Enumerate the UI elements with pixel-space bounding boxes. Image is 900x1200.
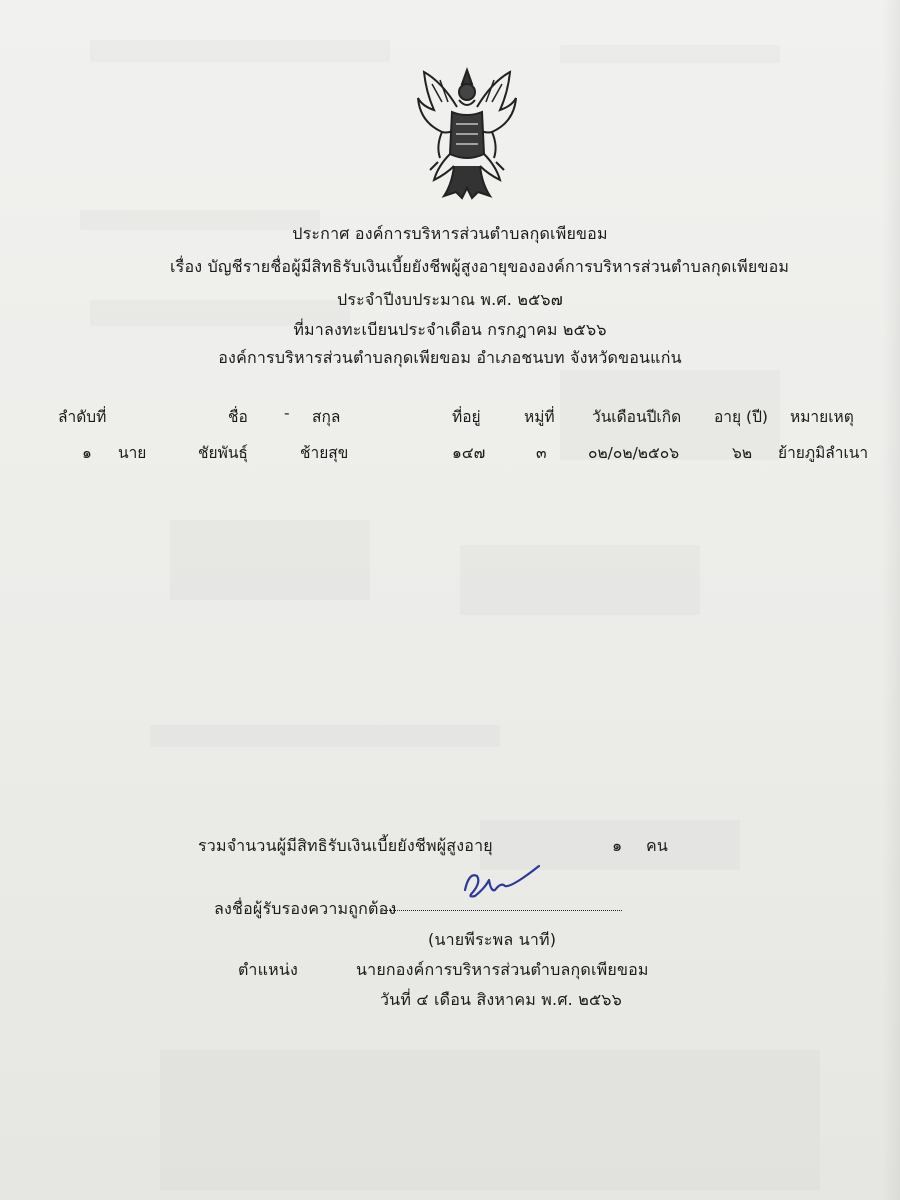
- summary-label: รวมจำนวนผู้มีสิทธิรับเงินเบี้ยยังชีพผู้สูงอายุ: [198, 836, 493, 855]
- row-address: ๑๔๗: [452, 444, 486, 462]
- column-header-address: ที่อยู่: [452, 408, 481, 426]
- show-through-mark: [160, 1050, 820, 1190]
- row-seq: ๑: [82, 444, 92, 462]
- column-header-remark: หมายเหตุ: [790, 408, 854, 426]
- column-header-moo: หมู่ที่: [524, 408, 555, 426]
- position-value: นายกองค์การบริหารส่วนตำบลกุดเพียขอม: [356, 960, 649, 979]
- row-moo: ๓: [536, 444, 547, 462]
- certify-label: ลงชื่อผู้รับรองความถูกต้อง: [214, 899, 397, 918]
- column-header-seq: ลำดับที่: [58, 408, 107, 426]
- row-last-name: ช้ายสุข: [300, 444, 349, 462]
- row-title: นาย: [118, 444, 147, 462]
- handwritten-signature: [455, 852, 545, 912]
- summary-count: ๑: [612, 836, 623, 855]
- row-age: ๖๒: [732, 444, 753, 462]
- signer-name: (นายพีระพล นาที): [428, 930, 557, 949]
- column-header-age: อายุ (ปี): [714, 408, 768, 426]
- row-first-name: ชัยพันธุ์: [198, 444, 248, 462]
- row-remark: ย้ายภูมิลำเนา: [778, 444, 869, 462]
- summary-unit: คน: [646, 836, 669, 855]
- column-header-birthdate: วันเดือนปีเกิด: [592, 408, 682, 426]
- signing-date: วันที่ ๔ เดือน สิงหาคม พ.ศ. ๒๕๖๖: [380, 990, 623, 1009]
- announcement-subject: เรื่อง บัญชีรายชื่อผู้มีสิทธิรับเงินเบี้ยยังชีพผู้สูงอายุขององค์การบริหารส่วนตำบลกุดเพียขอม: [170, 257, 790, 276]
- organization-location-line: องค์การบริหารส่วนตำบลกุดเพียขอม อำเภอชนบท จังหวัดขอนแก่น: [218, 348, 682, 367]
- show-through-mark: [460, 545, 700, 615]
- show-through-mark: [170, 520, 370, 600]
- registration-month-line: ที่มาลงทะเบียนประจำเดือน กรกฎาคม ๒๕๖๖: [293, 320, 607, 339]
- show-through-mark: [150, 725, 500, 747]
- page-edge-shadow: [882, 0, 900, 1200]
- row-birthdate: ๐๒/๐๒/๒๕๐๖: [588, 444, 680, 462]
- show-through-mark: [90, 40, 390, 62]
- announcement-title: ประกาศ องค์การบริหารส่วนตำบลกุดเพียขอม: [292, 224, 608, 243]
- garuda-emblem-icon: [412, 62, 522, 207]
- fiscal-year-line: ประจำปีงบประมาณ พ.ศ. ๒๕๖๗: [336, 290, 564, 309]
- position-label: ตำแหน่ง: [238, 960, 298, 979]
- show-through-mark: [560, 45, 780, 63]
- column-header-name: ชื่อ: [228, 408, 248, 426]
- column-header-dash: -: [284, 404, 290, 422]
- column-header-surname: สกุล: [312, 408, 341, 426]
